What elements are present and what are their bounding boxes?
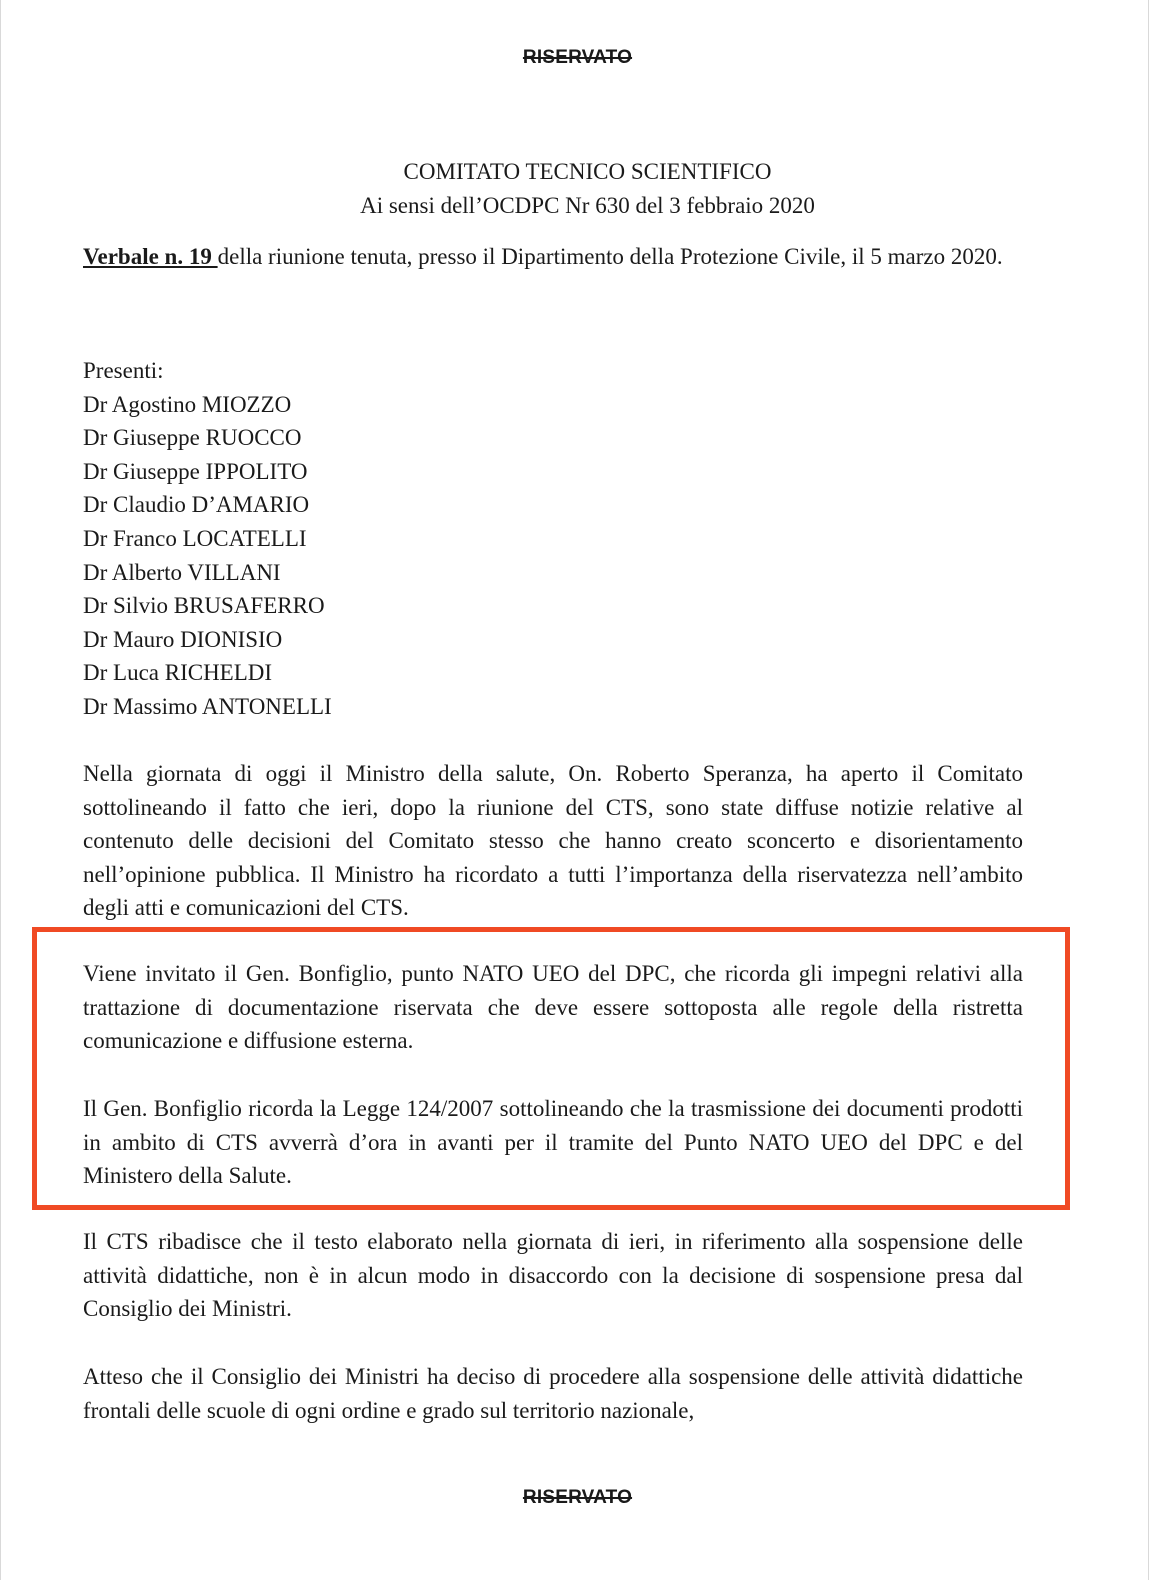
attendance-label: Presenti:	[83, 358, 164, 383]
paragraph-bonfiglio-law: Il Gen. Bonfiglio ricorda la Legge 124/2007 sottolineando che la trasmissione dei documenti prodotti in ambito di CTS avverrà d’ora in avanti per il tramite del Punto NATO UEO del DPC e del Ministero della Salute.	[83, 1096, 1023, 1189]
minutes-intro-text: della riunione tenuta, presso il Dipartimento della Protezione Civile, il 5 marzo 2020.	[217, 244, 1003, 269]
attendee: Dr Silvio BRUSAFERRO	[83, 593, 325, 619]
attendance-list	[83, 354, 1023, 724]
classification-header: RISERVATO	[522, 47, 633, 68]
classification-footer: RISERVATO	[522, 1487, 633, 1508]
committee-subtitle: Ai sensi dell’OCDPC Nr 630 del 3 febbraio 2020	[360, 193, 815, 218]
paragraph-minister-opening: Nella giornata di oggi il Ministro della salute, On. Roberto Speranza, ha aperto il Comitato sottolineando il fatto che ieri, dopo la riunione del CTS, sono state diffuse notizie relative al contenuto delle decisioni del Comitato stesso che hanno creato sconcerto e disorientamento nell’opinione pubblica. Il Ministro ha ricordato a tutti l’importanza della riservatezza nell’ambito degli atti e comunicazioni del CTS.	[83, 761, 1023, 921]
committee-title: COMITATO TECNICO SCIENTIFICO	[403, 159, 772, 184]
attendee: Dr Claudio D’AMARIO	[83, 492, 310, 518]
document-header	[0, 155, 1155, 223]
attendee: Dr Franco LOCATELLI	[83, 525, 307, 551]
attendee: Dr Giuseppe IPPOLITO	[83, 458, 308, 484]
minutes-intro	[83, 240, 1023, 273]
attendee: Dr Luca RICHELDI	[83, 660, 273, 686]
attendee: Dr Alberto VILLANI	[83, 559, 281, 585]
attendee: Dr Giuseppe RUOCCO	[83, 425, 302, 451]
page-right-edge	[1148, 0, 1149, 1580]
attendee: Dr Mauro DIONISIO	[83, 626, 283, 652]
minutes-reference: Verbale n. 19	[83, 244, 218, 269]
attendee: Dr Agostino MIOZZO	[83, 391, 292, 417]
paragraph-council-decision: Atteso che il Consiglio dei Ministri ha deciso di procedere alla sospensione delle attività didattiche frontali delle scuole di ogni ordine e grado sul territorio nazionale,	[83, 1364, 1023, 1423]
paragraph-bonfiglio-invited: Viene invitato il Gen. Bonfiglio, punto NATO UEO del DPC, che ricorda gli impegni relativi alla trattazione di documentazione riservata che deve essere sottoposta alle regole della ristretta comunicazione e diffusione esterna.	[83, 961, 1023, 1054]
paragraph-cts-statement: Il CTS ribadisce che il testo elaborato nella giornata di ieri, in riferimento alla sospensione delle attività didattiche, non è in alcun modo in disaccordo con la decisione di sospensione presa dal Consiglio dei Ministri.	[83, 1229, 1023, 1322]
attendee: Dr Massimo ANTONELLI	[83, 693, 332, 719]
page-left-edge	[0, 0, 1, 1580]
